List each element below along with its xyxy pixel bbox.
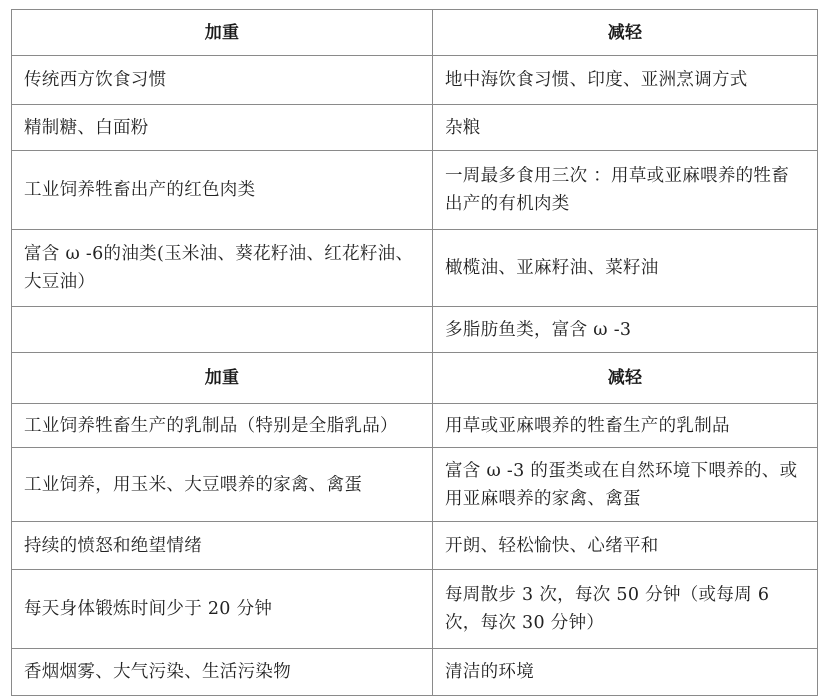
table-row (12, 307, 818, 353)
cell-aggravate: 工业饲养牲畜生产的乳制品（特别是全脂乳品） (12, 404, 433, 448)
table-header-row (12, 10, 818, 56)
table-row (12, 404, 818, 448)
cell-alleviate: 多脂肪鱼类，富含 ω -3 (433, 307, 818, 353)
cell-alleviate: 开朗、轻松愉快、心绪平和 (433, 522, 818, 570)
table-row (12, 56, 818, 105)
cell-aggravate: 持续的愤怒和绝望情绪 (12, 522, 433, 570)
cell-aggravate: 富含 ω -6的油类(玉米油、葵花籽油、红花籽油、大豆油） (12, 230, 433, 307)
table-row (12, 105, 818, 151)
cell-alleviate: 富含 ω -3 的蛋类或在自然环境下喂养的、或用亚麻喂养的家禽、禽蛋 (433, 448, 818, 522)
table-row (12, 522, 818, 570)
table-row (12, 151, 818, 230)
table-row (12, 649, 818, 696)
table-row (12, 570, 818, 649)
cell-alleviate: 橄榄油、亚麻籽油、菜籽油 (433, 230, 818, 307)
cell-aggravate: 香烟烟雾、大气污染、生活污染物 (12, 649, 433, 696)
cell-alleviate: 一周最多食用三次 ：用草或亚麻喂养的牲畜出产的有机肉类 (433, 151, 818, 230)
cell-alleviate: 清洁的环境 (433, 649, 818, 696)
header-cell-aggravate: 加重 (12, 10, 433, 56)
header-cell-alleviate: 减轻 (433, 353, 818, 404)
cell-aggravate: 每天身体锻炼时间少于 20 分钟 (12, 570, 433, 649)
cell-alleviate: 地中海饮食习惯、印度、亚洲烹调方式 (433, 56, 818, 105)
cell-alleviate: 每周散步 3 次，每次 50 分钟（或每周 6 次，每次 30 分钟） (433, 570, 818, 649)
cell-alleviate: 杂粮 (433, 105, 818, 151)
header-cell-aggravate: 加重 (12, 353, 433, 404)
cell-aggravate: 精制糖、白面粉 (12, 105, 433, 151)
table-header-row (12, 353, 818, 404)
cell-aggravate: 工业饲养，用玉米、大豆喂养的家禽、禽蛋 (12, 448, 433, 522)
cell-aggravate: 工业饲养牲畜出产的红色肉类 (12, 151, 433, 230)
table-row (12, 230, 818, 307)
cell-aggravate (12, 307, 433, 353)
comparison-table (11, 9, 818, 696)
table-row (12, 448, 818, 522)
header-cell-alleviate: 减轻 (433, 10, 818, 56)
cell-alleviate: 用草或亚麻喂养的牲畜生产的乳制品 (433, 404, 818, 448)
cell-aggravate: 传统西方饮食习惯 (12, 56, 433, 105)
